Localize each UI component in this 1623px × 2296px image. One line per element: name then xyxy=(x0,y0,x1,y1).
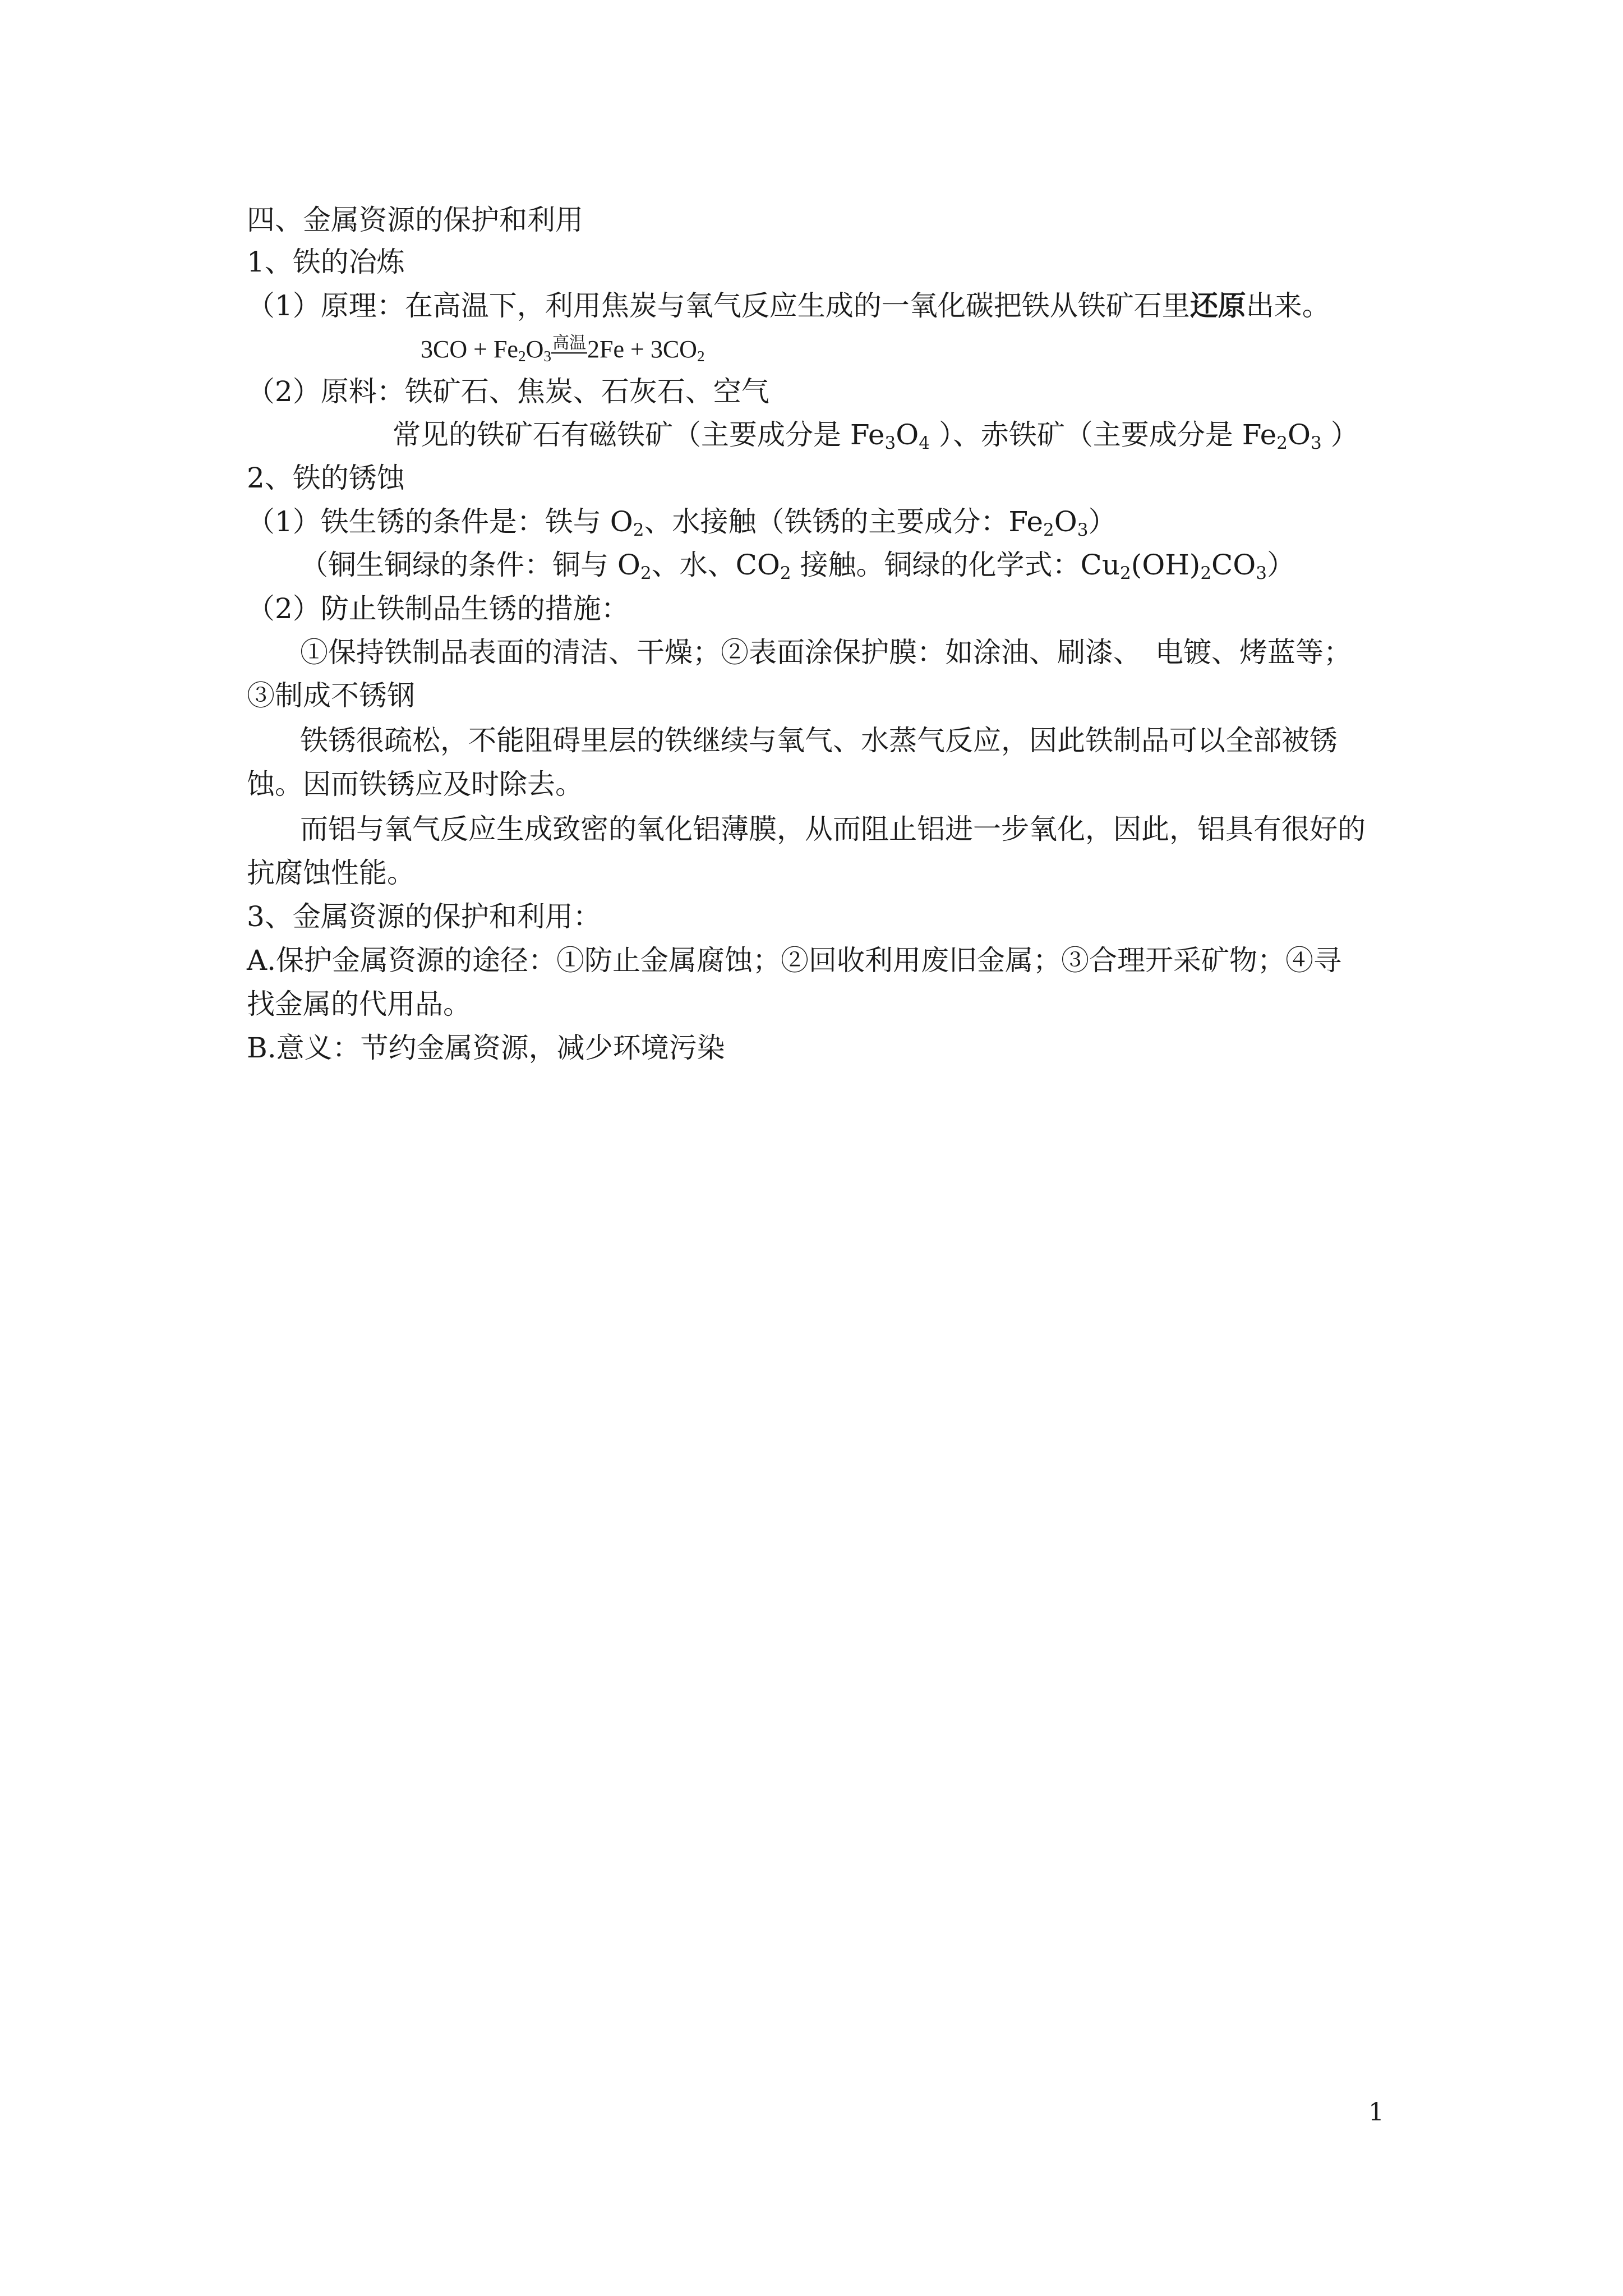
paragraph-copper-patina: （铜生铜绿的条件：铜与 $O_2$、水、$CO_2$ 接触。铜绿的化学式：$Cu_2(OH)_2CO_3$） xyxy=(300,549,1295,583)
paragraph-ores: 常见的铁矿石有磁铁矿（主要成分是 $Fe_3O_4$ ）、赤铁矿（主要成分是 $Fe_2O_3$ ） xyxy=(393,418,1359,453)
paragraph-principle: （1）原理：在高温下，利用焦炭与氧气反应生成的一氧化碳把铁从铁矿石里还原出来。 xyxy=(247,289,1330,322)
paragraph-materials: （2）原料：铁矿石、焦炭、石灰石、空气 xyxy=(247,375,769,408)
section-heading-protection: 3、金属资源的保护和利用： xyxy=(247,900,601,933)
paragraph-rust-loose: 铁锈很疏松，不能阻碍里层的铁继续与氧气、水蒸气反应，因此铁制品可以全部被锈 xyxy=(300,724,1338,757)
paragraph-rust-conditions: （1）铁生锈的条件是：铁与 $O_2$、水接触（铁锈的主要成分：$Fe_2O_3$） xyxy=(247,505,1117,540)
section-heading-smelting: 1、铁的冶炼 xyxy=(247,246,405,278)
paragraph-stainless-steel: ③制成不锈钢 xyxy=(247,679,415,712)
paragraph-protection-ways-cont: 找金属的代用品。 xyxy=(247,988,471,1020)
paragraph-rust-remove: 蚀。因而铁锈应及时除去。 xyxy=(247,768,583,800)
paragraph-prevention-heading: （2）防止铁制品生锈的措施： xyxy=(247,592,629,625)
paragraph-protection-ways: A.保护金属资源的途径：①防止金属腐蚀；②回收利用废旧金属；③合理开采矿物；④寻 xyxy=(247,944,1342,977)
paragraph-aluminum: 而铝与氧气反应生成致密的氧化铝薄膜，从而阻止铝进一步氧化，因此，铝具有很好的 xyxy=(300,813,1366,845)
document-title: 四、金属资源的保护和利用 xyxy=(247,204,583,236)
bold-term-reduction: 还原 xyxy=(1189,289,1246,322)
paragraph-prevention-measures: ①保持铁制品表面的清洁、干燥；②表面涂保护膜：如涂油、刷漆、 电镀、烤蓝等； xyxy=(300,636,1352,669)
paragraph-significance: B.意义：节约金属资源，减少环境污染 xyxy=(247,1032,725,1064)
paragraph-aluminum-cont: 抗腐蚀性能。 xyxy=(247,857,415,889)
chemical-equation: $3CO + Fe_2O_3$高温$2Fe + 3CO_2$ xyxy=(421,333,705,365)
page-number: 1 xyxy=(1368,2098,1384,2127)
reaction-condition: 高温 xyxy=(551,334,587,354)
section-heading-corrosion: 2、铁的锈蚀 xyxy=(247,462,405,494)
